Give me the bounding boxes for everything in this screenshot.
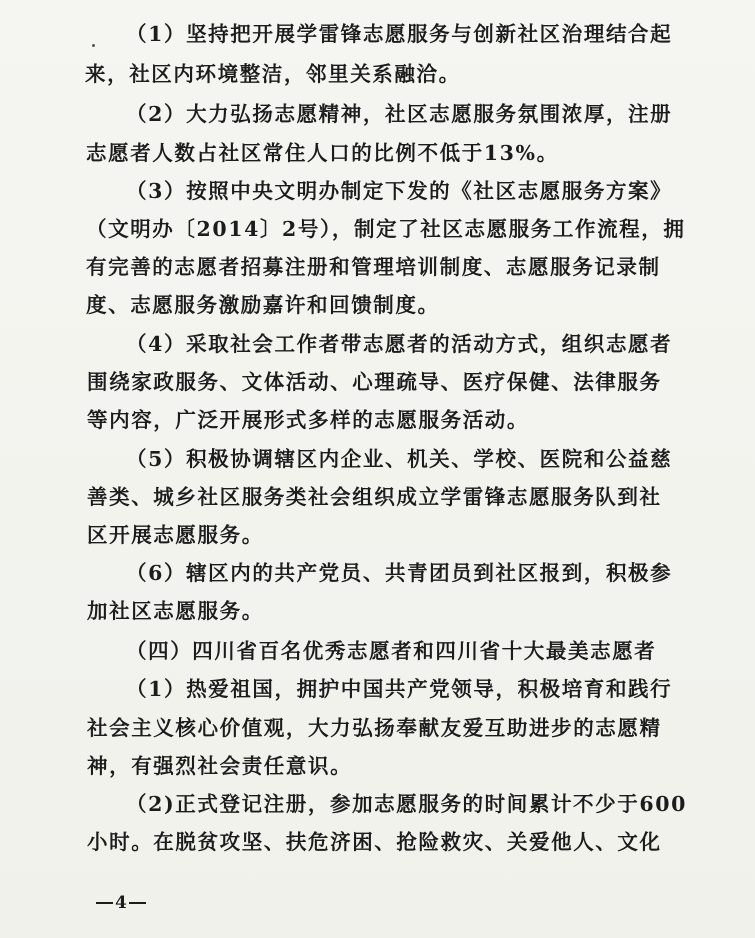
text-line: 社会主义核心价值观，大力弘扬奉献友爱互助进步的志愿精: [87, 716, 662, 740]
text-line: （1）热爱祖国，拥护中国共产党领导，积极培育和践行: [126, 677, 673, 701]
text-line: 度、志愿服务激励嘉许和回馈制度。: [86, 293, 440, 317]
text-line: 来，社区内环境整洁，邻里关系融洽。: [85, 62, 461, 86]
text-line: 区开展志愿服务。: [87, 523, 264, 547]
text-line: 有完善的志愿者招募注册和管理培训制度、志愿服务记录制: [86, 255, 661, 279]
text-line: （2）大力弘扬志愿精神，社区志愿服务氛围浓厚，注册: [126, 102, 673, 126]
dash-left: [96, 902, 113, 904]
text-line: （2)正式登记注册，参加志愿服务的时间累计不少于600: [126, 792, 687, 816]
text-line: 神，有强烈社会责任意识。: [87, 754, 353, 778]
text-line: （4）采取社会工作者带志愿者的活动方式，组织志愿者: [126, 332, 673, 356]
scan-speck: [92, 44, 95, 47]
page-number: [96, 893, 146, 913]
text-line: （1）坚持把开展学雷锋志愿服务与创新社区治理结合起: [126, 22, 673, 46]
text-line: 善类、城乡社区服务类社会组织成立学雷锋志愿服务队到社: [87, 485, 662, 509]
dash-right: [129, 902, 146, 904]
text-line: （文明办〔2014〕2号），制定了社区志愿服务工作流程，拥: [86, 217, 686, 241]
text-line: 小时。在脱贫攻坚、扶危济困、抢险救灾、关爱他人、文化: [87, 830, 662, 854]
text-line: 志愿者人数占社区常住人口的比例不低于13%。: [86, 141, 559, 165]
text-line: （5）积极协调辖区内企业、机关、学校、医院和公益慈: [126, 447, 673, 471]
text-line: （6）辖区内的共产党员、共青团员到社区报到，积极参: [126, 561, 673, 585]
text-line: 加社区志愿服务。: [87, 599, 264, 623]
text-line: 围绕家政服务、文体活动、心理疏导、医疗保健、法律服务: [87, 370, 662, 394]
page-number-value: 4: [115, 893, 127, 913]
text-line: 等内容，广泛开展形式多样的志愿服务活动。: [87, 408, 529, 432]
text-line: （3）按照中央文明办制定下发的《社区志愿服务方案》: [126, 179, 673, 203]
section-heading: （四）四川省百名优秀志愿者和四川省十大最美志愿者: [126, 639, 657, 663]
